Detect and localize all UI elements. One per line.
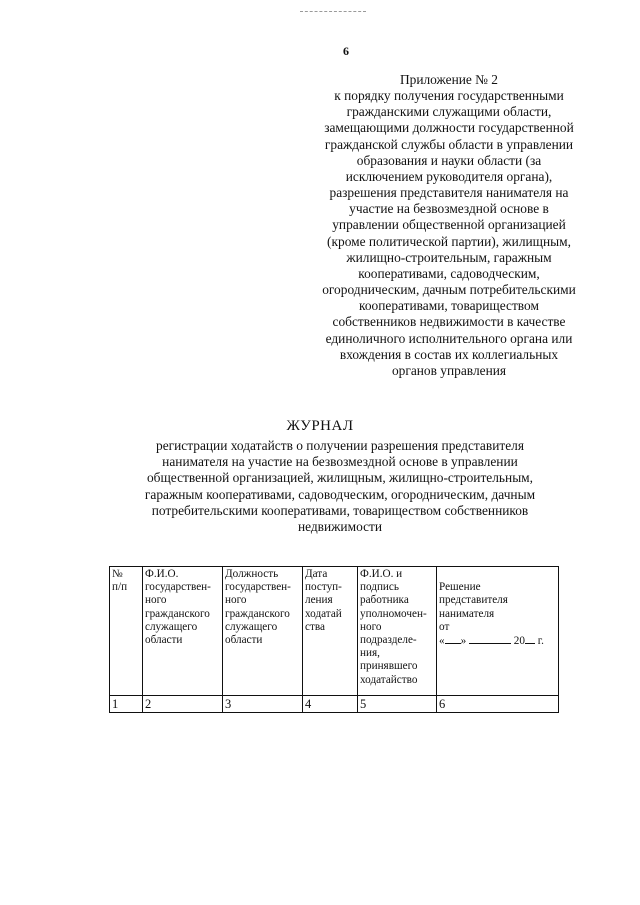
journal-table [109,566,559,713]
year-blank [525,634,535,644]
appendix-line: жилищно-строительным, гаражным [346,249,552,265]
column-number: 1 [110,696,143,713]
appendix-line: гражданской службы области в управлении [324,136,574,152]
header-cell-receiver: Ф.И.О. и подпись работника уполномочен- ного подразделе- ния, принявшего ходатайство [358,567,437,696]
appendix-line: вхождения в состав их коллегиальных [339,346,559,362]
appendix-line: участие на безвозмездной основе в [349,201,549,217]
appendix-line: гражданскими служащими области, [346,104,552,120]
appendix-line: кооперативами, садоводческим, [358,265,540,281]
table-column-numbers-row [110,696,559,713]
header-cell-fio: Ф.И.О. государствен- ного гражданского служащего области [143,567,223,696]
date-open-quote: « [439,635,445,648]
date-close-quote: » [460,635,467,648]
date-century: 20 [513,635,525,648]
journal-subtitle [130,438,550,535]
appendix-line: образования и науки области (за [356,152,542,168]
scan-artifact-line [300,11,366,13]
appendix-line: исключением руководителя органа), [345,168,553,184]
appendix-line: к порядку получения государственными [334,88,564,104]
appendix-line: (кроме политической партии), жилищным, [327,233,571,249]
column-number: 5 [358,696,437,713]
header-cell-number: № п/п [110,567,143,696]
appendix-line: органов управления [391,362,507,378]
journal-title: ЖУРНАЛ [286,418,354,434]
subtitle-line: гаражным кооперативами, садоводческим, огородническим, дачным [144,486,536,502]
appendix-line: единоличного исполнительного органа или [325,330,573,346]
decision-label: Решение представителя нанимателя от [439,581,508,633]
decision-date-line [439,634,556,648]
appendix-line: Приложение № 2 [399,72,499,87]
header-cell-position: Должность государствен- ного гражданского служащего области [223,567,303,696]
header-cell-decision [437,567,559,696]
subtitle-line: нанимателя на участие на безвозмездной основе в управлении [162,454,518,470]
appendix-line: кооперативами, товариществом [359,298,539,314]
appendix-line: огородническим, дачным потребительскими [322,282,576,298]
column-number: 2 [143,696,223,713]
subtitle-line: потребительскими кооперативами, товариществом собственников [151,502,529,518]
page-number: 6 [343,44,349,58]
subtitle-line: недвижимости [297,519,383,535]
column-number: 6 [437,696,559,713]
column-number: 3 [223,696,303,713]
appendix-line: замещающими должности государственной [324,120,574,136]
month-blank [469,634,511,644]
subtitle-line: регистрации ходатайств о получении разрешения представителя [156,438,524,453]
appendix-line: управлении общественной организацией [332,217,566,233]
appendix-line: собственников недвижимости в качестве [332,314,566,330]
table-header-row [110,567,559,696]
date-year-suffix: г. [537,635,544,648]
column-number: 4 [303,696,358,713]
appendix-header [296,72,602,379]
day-blank [445,634,461,644]
appendix-line: разрешения представителя нанимателя на [329,185,569,201]
header-cell-date: Дата поступ- ления ходатай ства [303,567,358,696]
subtitle-line: общественной организацией, жилищным, жилищно-строительным, [146,470,534,486]
